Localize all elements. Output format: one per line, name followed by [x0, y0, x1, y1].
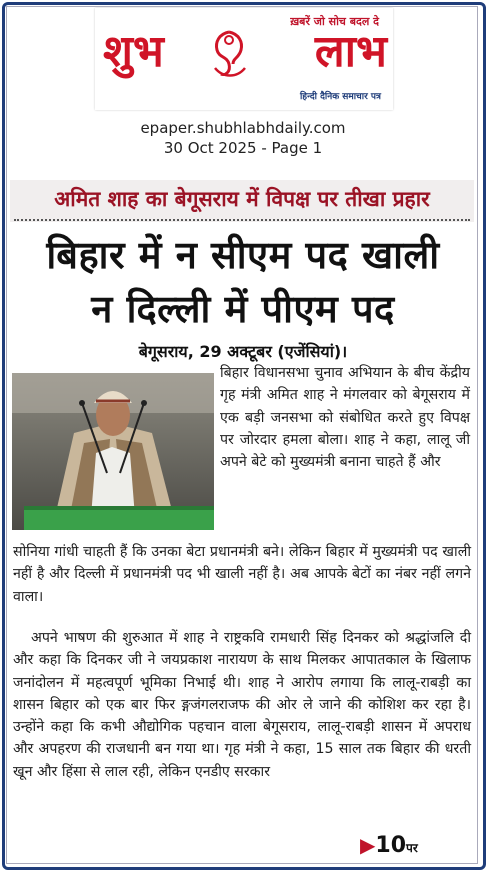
- ganesha-logo-icon: [207, 28, 251, 80]
- article-paragraph-1-side: बिहार विधानसभा चुनाव अभियान के बीच केंद्रीय गृह मंत्री अमित शाह ने मंगलवार को बेगूसराय में एक बड़ी जनसभा को संबोधित करते हुए विपक्ष पर जोरदार हमला बोला। शाह ने कहा, लालू जी अपने बेटे को मुख्यमंत्री बनाना चाहते हैं और: [220, 365, 470, 471]
- article-paragraph-2: अपने भाषण की शुरुआत में शाह ने राष्ट्रकवि रामधारी सिंह दिनकर को श्रद्धांजलि दी और कहा कि दिनकर जी ने जयप्रकाश नारायण के साथ मिलकर आपातकाल के खिलाफ जनांदोलन में महत्वपूर्ण भूमिका निभाई थी। शाह ने आरोप लगाया कि लालू-राबड़ी का शासन बिहार को एक बार फिर ङ्गजंगलराजफ की ओर ले जाने की कोशिश कर रहा है। उन्होंने कहा कि कभी औद्योगिक पहचान वाला बेगूसराय, लालू-राबड़ी शासन में अपराध और अपहरण की राजधानी बन गया था। गृह मंत्री ने कहा, 15 साल तक बिहार की धरती खून और हिंसा से लाल रही, लेकिन एनडीए सरकार: [13, 630, 471, 780]
- edition-date-page: 30 Oct 2025 - Page 1: [163, 139, 323, 157]
- play-arrow-icon: ▶: [360, 833, 376, 857]
- dotted-divider: [14, 219, 470, 221]
- masthead-tagline: ख़बरें जो सोच बदल दे: [290, 15, 379, 28]
- masthead-subtitle: हिन्दी दैनिक समाचार पत्र: [299, 92, 381, 102]
- article-photo: [12, 373, 214, 530]
- headline-line-2: न दिल्ली में पीएम पद: [91, 287, 395, 331]
- article-paragraph-1-continued: सोनिया गांधी चाहती हैं कि उनका बेटा प्रधानमंत्री बने। लेकिन बिहार में मुख्यमंत्री पद खाली नहीं है और दिल्ली में प्रधानमंत्री पद भी खाली नहीं है। अब आपके बेटों का नंबर नहीं लगने वाला।: [13, 544, 471, 605]
- logo-text-right: लाभ: [314, 26, 387, 77]
- article-dateline: बेगूसराय, 29 अक्टूबर (एजेंसियां)।: [138, 342, 348, 361]
- headline-line-1: बिहार में न सीएम पद खाली: [46, 233, 440, 277]
- continued-on-page[interactable]: [360, 833, 418, 858]
- edition-site-url[interactable]: epaper.shubhlabhdaily.com: [140, 119, 346, 137]
- continued-suffix: पर: [406, 841, 418, 855]
- speaker-photo-illustration: [12, 373, 214, 530]
- continued-page-number: 10: [375, 833, 407, 858]
- logo-text-left: शुभ: [103, 26, 164, 77]
- article-kicker: अमित शाह का बेगूसराय में विपक्ष पर तीखा प्रहार: [54, 187, 430, 211]
- masthead: [95, 8, 393, 110]
